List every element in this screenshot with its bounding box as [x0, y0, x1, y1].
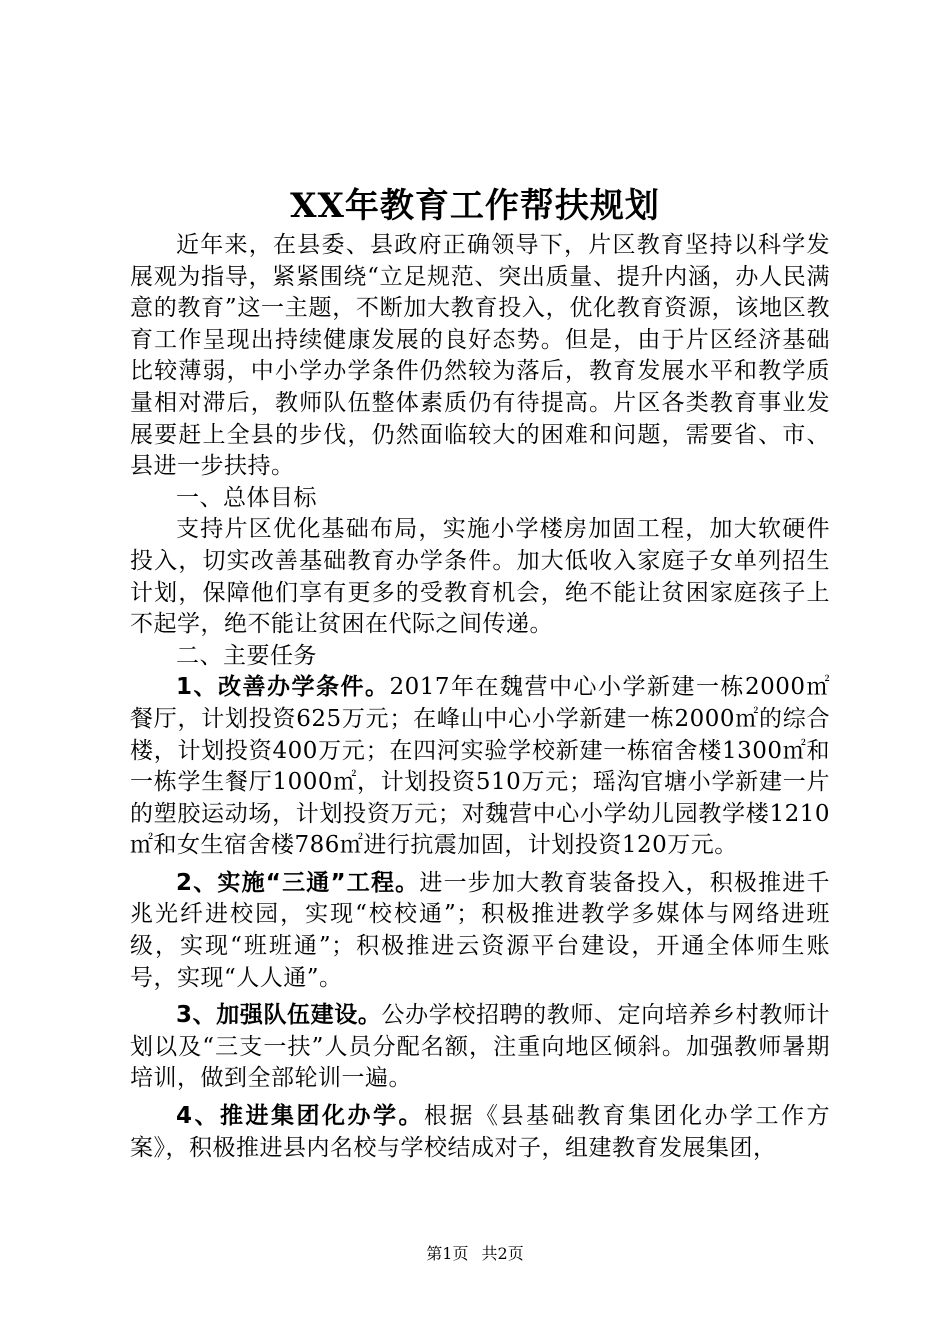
goals-paragraph: 支持片区优化基础布局，实施小学楼房加固工程，加大软硬件投入，切实改善基础教育办学条件。加大低收入家庭子女单列招生计划，保障他们享有更多的受教育机会，绝不能让贫困家庭孩子上不起学，绝不能让贫困在代际之间传递。	[130, 516, 830, 638]
page-number: 第1页	[426, 1244, 469, 1263]
task-text: 公办学校招聘的教师、定向培养乡村教师计划以及“三支一扶”人员分配名额，注重向地区倾斜。加强教师暑期培训，做到全部轮训一遍。	[130, 1002, 830, 1092]
task-text: 根据《县基础教育集团化办学工作方案》，积极推进县内名校与学校结成对子，组建教育发展集团，	[130, 1103, 830, 1161]
document-body	[130, 230, 830, 1164]
task-title: 2、实施“三通”工程。	[176, 869, 420, 896]
section-heading-goals: 一、总体目标	[176, 484, 317, 511]
task-paragraph-4	[130, 1101, 830, 1164]
task-paragraph-2	[130, 868, 830, 994]
task-title: 1、改善办学条件。	[176, 674, 390, 701]
document-title: XX年教育工作帮扶规划	[290, 186, 660, 226]
task-paragraph-1	[130, 672, 830, 862]
page-footer	[0, 1244, 950, 1264]
section-heading-tasks: 二、主要任务	[176, 642, 317, 669]
page-total: 共2页	[481, 1244, 524, 1263]
task-title: 4、推进集团化办学。	[176, 1103, 424, 1130]
intro-paragraph: 近年来，在县委、县政府正确领导下，片区教育坚持以科学发展观为指导，紧紧围绕“立足规范、突出质量、提升内涵，办人民满意的教育”这一主题，不断加大教育投入，优化教育资源，该地区教育工作呈现出持续健康发展的良好态势。但是，由于片区经济基础比较薄弱，中小学办学条件仍然较为落后，教育发展水平和教学质量相对滞后，教师队伍整体素质仍有待提高。片区各类教育事业发展要赶上全县的步伐，仍然面临较大的困难和问题，需要省、市、县进一步扶持。	[130, 232, 830, 480]
task-paragraph-3	[130, 1000, 830, 1095]
task-text: 2017年在魏营中心小学新建一栋2000㎡餐厅，计划投资625万元；在峰山中心小学新建一栋2000㎡的综合楼，计划投资400万元；在四河实验学校新建一栋宿舍楼1300㎡和一栋学生餐厅1000㎡，计划投资510万元；瑶沟官塘小学新建一片的塑胶运动场，计划投资万元；对魏营中心小学幼儿园教学楼1210㎡和女生宿舍楼786㎡进行抗震加固，计划投资120万元。	[130, 674, 830, 859]
task-title: 3、加强队伍建设。	[176, 1002, 382, 1029]
task-text: 进一步加大教育装备投入，积极推进千兆光纤进校园，实现“校校通”；积极推进教学多媒体与网络进班级，实现“班班通”；积极推进云资源平台建设，开通全体师生账号，实现“人人通”。	[130, 869, 830, 991]
